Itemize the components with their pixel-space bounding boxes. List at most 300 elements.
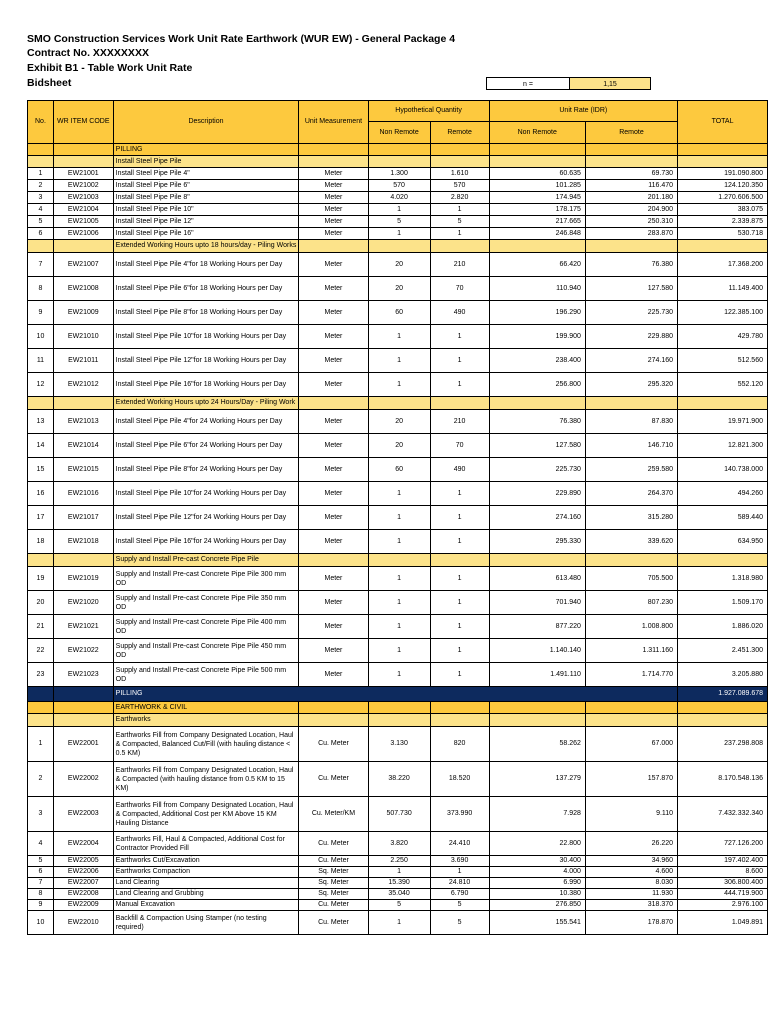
- empty-cell: [53, 702, 113, 714]
- item-code: EW22002: [53, 762, 113, 797]
- row-total: 197.402.400: [678, 856, 768, 867]
- qty-remote: 1.610: [430, 168, 489, 180]
- col-total-header: TOTAL: [678, 101, 768, 144]
- unit-measurement: Cu. Meter: [299, 856, 368, 867]
- qty-remote: 1: [430, 228, 489, 240]
- item-description: Install Steel Pipe Pile 6"for 18 Working Hours per Day: [113, 277, 299, 301]
- empty-cell: [678, 156, 768, 168]
- rate-non-remote: 127.580: [489, 434, 585, 458]
- rate-non-remote: 238.400: [489, 349, 585, 373]
- row-total: 444.719.900: [678, 889, 768, 900]
- unit-measurement: Meter: [299, 253, 368, 277]
- item-code: EW21011: [53, 349, 113, 373]
- item-number: 7: [28, 253, 54, 277]
- qty-non-remote: 3.820: [368, 832, 430, 856]
- table-row: [28, 911, 768, 935]
- table-row: [28, 663, 768, 687]
- item-description: Supply and Install Pre-cast Concrete Pipe Pile 300 mm OD: [113, 567, 299, 591]
- rate-non-remote: 877.220: [489, 615, 585, 639]
- unit-measurement: Meter: [299, 530, 368, 554]
- qty-remote: 1: [430, 867, 489, 878]
- unit-measurement: Cu. Meter: [299, 762, 368, 797]
- rate-remote: 259.580: [585, 458, 677, 482]
- empty-cell: [53, 144, 113, 156]
- item-number: 3: [28, 192, 54, 204]
- empty-cell: [368, 156, 430, 168]
- unit-measurement: Meter: [299, 591, 368, 615]
- table-row: [28, 204, 768, 216]
- rate-remote: 178.870: [585, 911, 677, 935]
- item-description: Install Steel Pipe Pile 8"for 24 Working Hours per Day: [113, 458, 299, 482]
- row-total: 8.170.548.136: [678, 762, 768, 797]
- item-number: 6: [28, 867, 54, 878]
- empty-cell: [678, 397, 768, 410]
- qty-non-remote: 1: [368, 373, 430, 397]
- empty-cell: [489, 240, 585, 253]
- row-total: 1.049.891: [678, 911, 768, 935]
- subsection-title: Extended Working Hours upto 18 hours/day - Piling Works: [113, 240, 299, 253]
- rate-non-remote: 66.420: [489, 253, 585, 277]
- item-number: 17: [28, 506, 54, 530]
- unit-measurement: Sq. Meter: [299, 889, 368, 900]
- qty-remote: 24.810: [430, 878, 489, 889]
- rate-non-remote: 58.262: [489, 727, 585, 762]
- unit-rate-header: Unit Rate (IDR): [489, 101, 678, 122]
- col-description-header: Description: [113, 101, 299, 144]
- empty-cell: [489, 397, 585, 410]
- row-total: 306.800.400: [678, 878, 768, 889]
- empty-cell: [28, 702, 54, 714]
- col-no-header: No.: [28, 101, 54, 144]
- item-description: Install Steel Pipe Pile 10"for 24 Working Hours per Day: [113, 482, 299, 506]
- item-code: EW21006: [53, 228, 113, 240]
- item-number: 10: [28, 325, 54, 349]
- qty-remote: 490: [430, 301, 489, 325]
- item-code: EW21009: [53, 301, 113, 325]
- item-code: EW21017: [53, 506, 113, 530]
- item-number: 5: [28, 216, 54, 228]
- table-row: [28, 216, 768, 228]
- qty-non-remote: 1: [368, 325, 430, 349]
- empty-cell: [368, 554, 430, 567]
- rate-non-remote: 60.635: [489, 168, 585, 180]
- item-description: Land Clearing: [113, 878, 299, 889]
- unit-measurement: Meter: [299, 349, 368, 373]
- unit-measurement: Meter: [299, 567, 368, 591]
- qty-remote: 373.990: [430, 797, 489, 832]
- empty-cell: [430, 714, 489, 727]
- item-description: Install Steel Pipe Pile 4"for 24 Working Hours per Day: [113, 410, 299, 434]
- empty-cell: [430, 144, 489, 156]
- qty-remote: 490: [430, 458, 489, 482]
- empty-cell: [53, 397, 113, 410]
- row-total: 8.600: [678, 867, 768, 878]
- qty-remote: 820: [430, 727, 489, 762]
- unit-measurement: Meter: [299, 663, 368, 687]
- qty-non-remote: 1: [368, 911, 430, 935]
- item-description: Install Steel Pipe Pile 6": [113, 180, 299, 192]
- rate-non-remote: 155.541: [489, 911, 585, 935]
- col-code-header: WR ITEM CODE: [53, 101, 113, 144]
- subsection-header-row: [28, 397, 768, 410]
- exhibit-title: Exhibit B1 - Table Work Unit Rate: [27, 62, 193, 74]
- rate-remote: 264.370: [585, 482, 677, 506]
- empty-cell: [430, 156, 489, 168]
- table-row: [28, 867, 768, 878]
- item-description: Install Steel Pipe Pile 6"for 24 Working Hours per Day: [113, 434, 299, 458]
- qty-non-remote: 2.250: [368, 856, 430, 867]
- row-total: 1.270.606.500: [678, 192, 768, 204]
- qty-non-remote: 5: [368, 216, 430, 228]
- unit-measurement: Meter: [299, 277, 368, 301]
- row-total: 11.149.400: [678, 277, 768, 301]
- qty-non-remote: 1: [368, 567, 430, 591]
- item-description: Backfill & Compaction Using Stamper (no testing required): [113, 911, 299, 935]
- rate-non-remote: 174.945: [489, 192, 585, 204]
- row-total: 17.368.200: [678, 253, 768, 277]
- empty-cell: [368, 702, 430, 714]
- qty-non-remote: 1: [368, 204, 430, 216]
- item-code: EW21002: [53, 180, 113, 192]
- item-description: Supply and Install Pre-cast Concrete Pipe Pile 450 mm OD: [113, 639, 299, 663]
- unit-measurement: Cu. Meter: [299, 900, 368, 911]
- table-row: [28, 253, 768, 277]
- qty-remote: 70: [430, 434, 489, 458]
- item-code: EW22001: [53, 727, 113, 762]
- item-description: Supply and Install Pre-cast Concrete Pipe Pile 400 mm OD: [113, 615, 299, 639]
- item-number: 22: [28, 639, 54, 663]
- item-description: Install Steel Pipe Pile 10": [113, 204, 299, 216]
- item-code: EW21013: [53, 410, 113, 434]
- empty-cell: [53, 554, 113, 567]
- row-total: 1.318.980: [678, 567, 768, 591]
- empty-cell: [368, 714, 430, 727]
- item-code: EW22006: [53, 867, 113, 878]
- item-description: Earthworks Compaction: [113, 867, 299, 878]
- item-code: EW22005: [53, 856, 113, 867]
- item-code: EW21003: [53, 192, 113, 204]
- item-description: Install Steel Pipe Pile 12"for 18 Working Hours per Day: [113, 349, 299, 373]
- row-total: 589.440: [678, 506, 768, 530]
- rate-remote: 807.230: [585, 591, 677, 615]
- rate-remote: 229.880: [585, 325, 677, 349]
- table-row: [28, 530, 768, 554]
- rate-remote: 1.008.800: [585, 615, 677, 639]
- item-description: Install Steel Pipe Pile 16"for 24 Working Hours per Day: [113, 530, 299, 554]
- empty-cell: [585, 240, 677, 253]
- qty-non-remote: 20: [368, 410, 430, 434]
- item-description: Earthworks Fill from Company Designated Location, Haul & Compacted, Balanced Cut/Fill (with hauling distance < 0.5 KM): [113, 727, 299, 762]
- empty-cell: [585, 702, 677, 714]
- table-body: [28, 144, 768, 935]
- qty-remote: 18.520: [430, 762, 489, 797]
- item-description: Install Steel Pipe Pile 12": [113, 216, 299, 228]
- rate-remote: 274.160: [585, 349, 677, 373]
- qty-non-remote: 1.300: [368, 168, 430, 180]
- item-code: EW21014: [53, 434, 113, 458]
- empty-cell: [28, 554, 54, 567]
- qty-remote: 1: [430, 482, 489, 506]
- unit-measurement: Meter: [299, 458, 368, 482]
- item-code: EW22008: [53, 889, 113, 900]
- qty-non-remote: 35.040: [368, 889, 430, 900]
- qty-remote: 2.820: [430, 192, 489, 204]
- rate-non-remote: 137.279: [489, 762, 585, 797]
- item-description: Supply and Install Pre-cast Concrete Pipe Pile 500 mm OD: [113, 663, 299, 687]
- rate-remote: 318.370: [585, 900, 677, 911]
- item-code: EW21010: [53, 325, 113, 349]
- rate-non-remote: 6.990: [489, 878, 585, 889]
- rate-remote: 283.870: [585, 228, 677, 240]
- n-value: 1,15: [569, 77, 651, 90]
- row-total: 2.976.100: [678, 900, 768, 911]
- rate-non-remote: 225.730: [489, 458, 585, 482]
- section-total-row: [28, 687, 768, 702]
- qty-remote: 1: [430, 639, 489, 663]
- table-row: [28, 762, 768, 797]
- item-number: 2: [28, 180, 54, 192]
- rate-non-remote: 217.665: [489, 216, 585, 228]
- section-title: EARTHWORK & CIVIL: [113, 702, 299, 714]
- empty-cell: [299, 156, 368, 168]
- table-row: [28, 458, 768, 482]
- item-code: EW21018: [53, 530, 113, 554]
- rate-non-remote: 256.800: [489, 373, 585, 397]
- table-row: [28, 567, 768, 591]
- qty-remote: 1: [430, 506, 489, 530]
- rate-remote: 116.470: [585, 180, 677, 192]
- item-number: 15: [28, 458, 54, 482]
- empty-cell: [299, 240, 368, 253]
- row-total: 634.950: [678, 530, 768, 554]
- empty-cell: [299, 702, 368, 714]
- unit-measurement: Meter: [299, 180, 368, 192]
- col-unit-header: Unit Measurement: [299, 101, 368, 144]
- unit-measurement: Meter: [299, 192, 368, 204]
- rate-non-remote: 76.380: [489, 410, 585, 434]
- qty-non-remote: 1: [368, 663, 430, 687]
- empty-cell: [585, 714, 677, 727]
- item-number: 23: [28, 663, 54, 687]
- item-code: EW21012: [53, 373, 113, 397]
- row-total: 12.821.300: [678, 434, 768, 458]
- table-row: [28, 482, 768, 506]
- empty-cell: [585, 144, 677, 156]
- row-total: 1.886.020: [678, 615, 768, 639]
- table-row: [28, 591, 768, 615]
- empty-cell: [585, 397, 677, 410]
- qty-remote: 1: [430, 325, 489, 349]
- item-number: 21: [28, 615, 54, 639]
- table-row: [28, 878, 768, 889]
- hypothetical-quantity-header: Hypothetical Quantity: [368, 101, 489, 122]
- rate-non-remote: 229.890: [489, 482, 585, 506]
- subsection-header-row: [28, 554, 768, 567]
- empty-cell: [28, 397, 54, 410]
- rate-non-remote: 276.850: [489, 900, 585, 911]
- qty-remote-header: Remote: [430, 122, 489, 144]
- unit-measurement: Meter: [299, 482, 368, 506]
- qty-non-remote-header: Non Remote: [368, 122, 430, 144]
- item-number: 4: [28, 832, 54, 856]
- qty-non-remote: 1: [368, 530, 430, 554]
- rate-non-remote: 7.928: [489, 797, 585, 832]
- item-description: Install Steel Pipe Pile 16": [113, 228, 299, 240]
- item-number: 18: [28, 530, 54, 554]
- empty-cell: [489, 714, 585, 727]
- doc-title: SMO Construction Services Work Unit Rate Earthwork (WUR EW) - General Package 4: [27, 33, 456, 45]
- item-number: 4: [28, 204, 54, 216]
- rate-non-remote: 178.175: [489, 204, 585, 216]
- unit-measurement: Meter: [299, 639, 368, 663]
- rate-remote: 34.960: [585, 856, 677, 867]
- rate-remote: 4.600: [585, 867, 677, 878]
- item-description: Install Steel Pipe Pile 10"for 18 Working Hours per Day: [113, 325, 299, 349]
- row-total: 122.385.100: [678, 301, 768, 325]
- row-total: 191.090.800: [678, 168, 768, 180]
- unit-measurement: Meter: [299, 168, 368, 180]
- row-total: 383.075: [678, 204, 768, 216]
- item-code: EW21020: [53, 591, 113, 615]
- row-total: 124.120.350: [678, 180, 768, 192]
- qty-non-remote: 60: [368, 301, 430, 325]
- row-total: 727.126.200: [678, 832, 768, 856]
- item-description: Earthworks Fill from Company Designated Location, Haul & Compacted, Additional Cost per KM Above 15 KM Hauling Distance: [113, 797, 299, 832]
- row-total: 1.509.170: [678, 591, 768, 615]
- qty-non-remote: 1: [368, 615, 430, 639]
- empty-cell: [28, 156, 54, 168]
- table-row: [28, 639, 768, 663]
- qty-remote: 1: [430, 349, 489, 373]
- row-total: 7.432.332.340: [678, 797, 768, 832]
- rate-remote: 26.220: [585, 832, 677, 856]
- qty-non-remote: 5: [368, 900, 430, 911]
- unit-measurement: Cu. Meter: [299, 911, 368, 935]
- qty-non-remote: 3.130: [368, 727, 430, 762]
- row-total: 140.738.000: [678, 458, 768, 482]
- unit-measurement: Meter: [299, 615, 368, 639]
- qty-non-remote: 4.020: [368, 192, 430, 204]
- empty-cell: [53, 714, 113, 727]
- table-row: [28, 349, 768, 373]
- row-total: 3.205.880: [678, 663, 768, 687]
- unit-measurement: Cu. Meter: [299, 832, 368, 856]
- qty-remote: 1: [430, 567, 489, 591]
- unit-measurement: Sq. Meter: [299, 867, 368, 878]
- unit-measurement: Cu. Meter/KM: [299, 797, 368, 832]
- item-number: 19: [28, 567, 54, 591]
- empty-cell: [430, 397, 489, 410]
- subsection-header-row: [28, 156, 768, 168]
- unit-measurement: Meter: [299, 216, 368, 228]
- item-code: EW21016: [53, 482, 113, 506]
- rate-non-remote-header: Non Remote: [489, 122, 585, 144]
- unit-measurement: Meter: [299, 410, 368, 434]
- empty-cell: [299, 397, 368, 410]
- qty-non-remote: 1: [368, 639, 430, 663]
- empty-cell: [299, 554, 368, 567]
- rate-remote: 705.500: [585, 567, 677, 591]
- table-row: [28, 410, 768, 434]
- table-row: [28, 856, 768, 867]
- qty-non-remote: 1: [368, 867, 430, 878]
- item-description: Install Steel Pipe Pile 8": [113, 192, 299, 204]
- row-total: 530.718: [678, 228, 768, 240]
- empty-cell: [299, 144, 368, 156]
- table-row: [28, 832, 768, 856]
- qty-non-remote: 60: [368, 458, 430, 482]
- empty-cell: [430, 554, 489, 567]
- item-number: 12: [28, 373, 54, 397]
- item-number: 3: [28, 797, 54, 832]
- row-total: 2.339.875: [678, 216, 768, 228]
- item-code: EW21005: [53, 216, 113, 228]
- subsection-title: Supply and Install Pre-cast Concrete Pipe Pile: [113, 554, 299, 567]
- rate-remote: 146.710: [585, 434, 677, 458]
- qty-non-remote: 20: [368, 434, 430, 458]
- table-row: [28, 900, 768, 911]
- unit-measurement: Meter: [299, 434, 368, 458]
- item-number: 8: [28, 889, 54, 900]
- item-number: 6: [28, 228, 54, 240]
- bidsheet-label: Bidsheet: [27, 77, 72, 89]
- unit-measurement: Meter: [299, 506, 368, 530]
- table-row: [28, 277, 768, 301]
- rate-non-remote: 295.330: [489, 530, 585, 554]
- item-code: EW21021: [53, 615, 113, 639]
- qty-remote: 70: [430, 277, 489, 301]
- subsection-title: Install Steel Pipe Pile: [113, 156, 299, 168]
- qty-remote: 5: [430, 216, 489, 228]
- item-number: 20: [28, 591, 54, 615]
- rate-remote: 67.000: [585, 727, 677, 762]
- section-total-label: PILLING: [113, 687, 677, 702]
- rate-remote: 315.280: [585, 506, 677, 530]
- item-description: Install Steel Pipe Pile 8"for 18 Working Hours per Day: [113, 301, 299, 325]
- subsection-title: Extended Working Hours upto 24 Hours/Day - Piling Work: [113, 397, 299, 410]
- empty-cell: [678, 714, 768, 727]
- empty-cell: [53, 240, 113, 253]
- table-row: [28, 325, 768, 349]
- qty-remote: 1: [430, 663, 489, 687]
- empty-cell: [28, 240, 54, 253]
- unit-measurement: Meter: [299, 301, 368, 325]
- rate-non-remote: 1.491.110: [489, 663, 585, 687]
- item-number: 10: [28, 911, 54, 935]
- rate-non-remote: 101.285: [489, 180, 585, 192]
- rate-remote: 87.830: [585, 410, 677, 434]
- rate-non-remote: 4.000: [489, 867, 585, 878]
- rate-non-remote: 22.800: [489, 832, 585, 856]
- qty-non-remote: 1: [368, 506, 430, 530]
- section-total-value: 1.927.089.678: [678, 687, 768, 702]
- subsection-header-row: [28, 714, 768, 727]
- qty-remote: 1: [430, 615, 489, 639]
- rate-remote: 1.311.160: [585, 639, 677, 663]
- rate-remote: 1.714.770: [585, 663, 677, 687]
- unit-measurement: Meter: [299, 228, 368, 240]
- item-description: Earthworks Cut/Excavation: [113, 856, 299, 867]
- table-row: [28, 889, 768, 900]
- item-number: 13: [28, 410, 54, 434]
- rate-remote: 339.620: [585, 530, 677, 554]
- item-description: Land Clearing and Grubbing: [113, 889, 299, 900]
- unit-measurement: Sq. Meter: [299, 878, 368, 889]
- qty-non-remote: 570: [368, 180, 430, 192]
- empty-cell: [28, 687, 54, 702]
- qty-remote: 1: [430, 591, 489, 615]
- item-description: Install Steel Pipe Pile 16"for 18 Working Hours per Day: [113, 373, 299, 397]
